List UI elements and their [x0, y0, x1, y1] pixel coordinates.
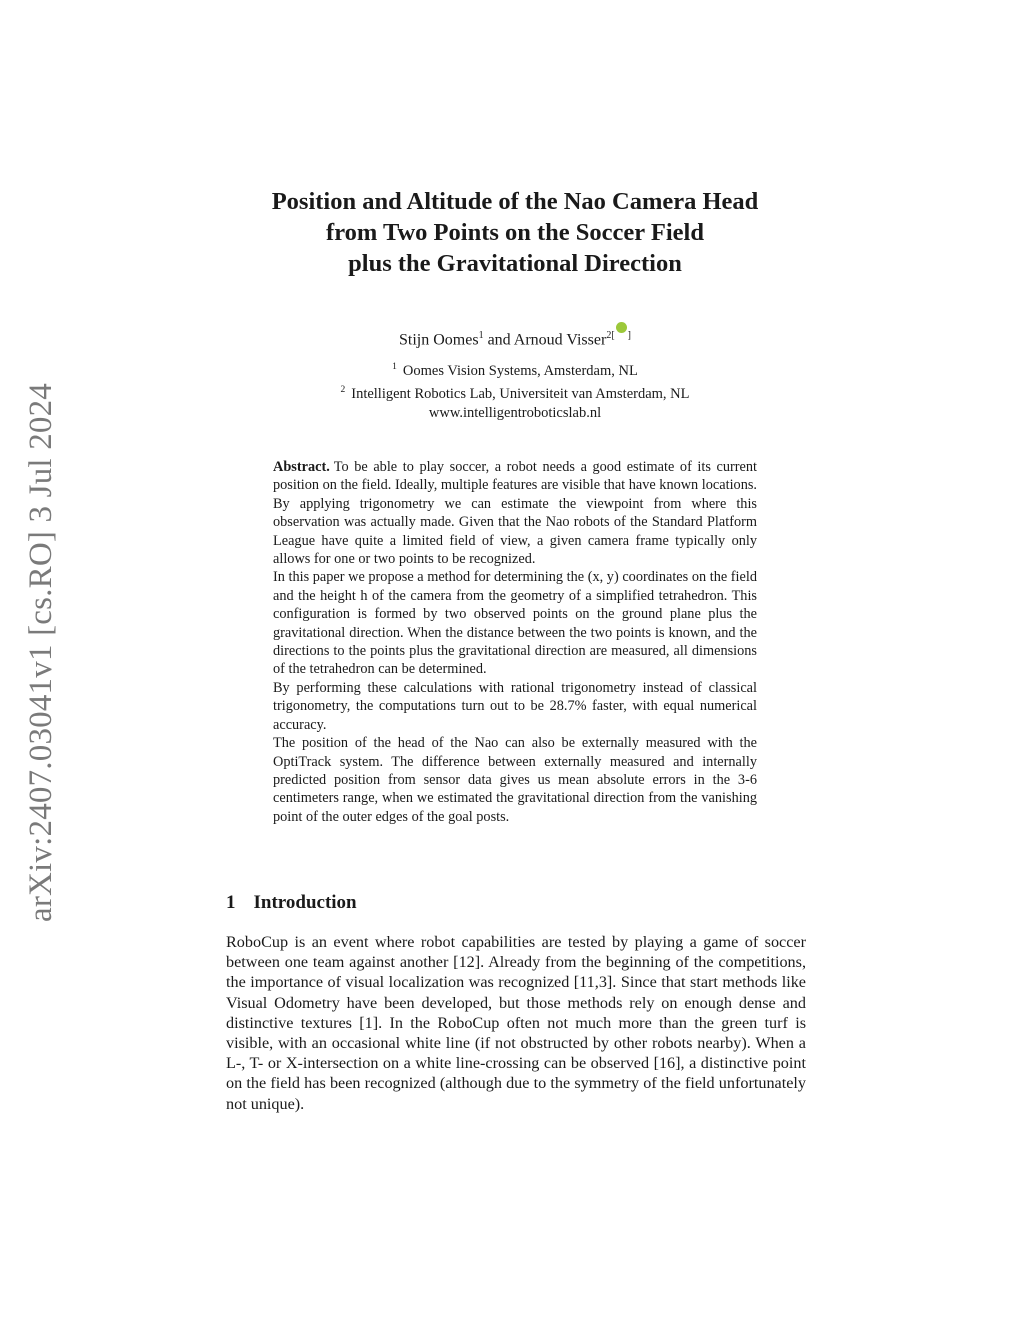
title-line: from Two Points on the Soccer Field	[326, 219, 704, 246]
title-line: plus the Gravitational Direction	[348, 250, 682, 277]
abstract-paragraph: In this paper we propose a method for determining the (x, y) coordinates on the field and the height h of the camera from the geometry of a simplified tetrahedron. This configuration is formed by two observed points on the ground plane plus the gravitational direction. When the distance between the two points is known, and the directions to the points plus the gravitational direction are measured, all dimensions of the tetrahedron can be determined.	[273, 569, 757, 678]
section-heading	[226, 892, 357, 914]
abstract	[273, 458, 757, 826]
affiliation-text: Oomes Vision Systems, Amsterdam, NL	[402, 362, 638, 379]
affiliation-mark: 2	[606, 330, 612, 341]
abstract-text: To be able to play soccer, a robot needs a good estimate of its current position on the field. Ideally, multiple features are visible that have known locations. By applying trigonometry we can estimate the viewpoint from where this observation was actually made. Given that the Nao robots of the Standard Platform League have quite a limited field of view, a given camera frame typically only allows for one or two points to be recognized.	[273, 459, 757, 568]
website-link[interactable]: www.intelligentroboticslab.nl	[428, 404, 602, 421]
section-title: Introduction	[253, 892, 357, 913]
title-line: Position and Altitude of the Nao Camera Head	[271, 188, 759, 215]
affiliation-mark: 2	[340, 384, 346, 395]
abstract-paragraph	[273, 458, 757, 568]
affiliation-text: Intelligent Robotics Lab, Universiteit van Amsterdam, NL	[351, 385, 690, 402]
section-number: 1	[226, 892, 236, 913]
arxiv-identifier-text: arXiv:2407.03041v1 [cs.RO] 3 Jul 2024	[23, 382, 60, 922]
affiliation-line	[200, 358, 830, 381]
author-connector: and	[487, 331, 511, 349]
author-name: Arnoud Visser	[513, 331, 607, 349]
author-list: Stijn Oomes$^1$ and Arnoud Visser$^{2[ ]}$	[200, 322, 830, 349]
abstract-paragraph: By performing these calculations with rational trigonometry instead of classical trigonometry, the computations turn out to be 28.7% faster, with equal numerical accuracy.	[273, 679, 757, 733]
author-name: Stijn Oomes	[399, 331, 479, 349]
arxiv-identifier	[12, 372, 72, 932]
affiliations	[200, 358, 830, 423]
intro-paragraph: RoboCup is an event where robot capabilities are tested by playing a game of soccer between one team against another [12]. Already from the beginning of the competitions, the importance of visual localization was recognized [11,3]. Since that start methods like Visual Odometry have been developed, but those methods rely on enough dense and distinctive textures [1]. In the RoboCup often not much more than the green turf is visible, with an occasional white line (if not obstructed by other robots nearby). When a L-, T- or X-intersection on a white line-crossing can be observed [16], a distinctive point on the field has been recognized (although due to the symmetry of the field unfortunately not unique).	[226, 933, 806, 1113]
affiliation-line	[200, 381, 830, 404]
orcid-icon[interactable]	[616, 322, 627, 333]
abstract-paragraph: The position of the head of the Nao can also be externally measured with the OptiTrack system. The difference between externally measured and internally predicted position from sensor data gives us mean absolute errors in the 3-6 centimeters range, when we estimated the gravitational direction from the vanishing point of the outer edges of the goal posts.	[273, 735, 757, 825]
affiliation-mark: 1	[478, 330, 484, 341]
paper-title	[200, 186, 830, 279]
affiliation-mark: 1	[392, 362, 397, 372]
abstract-label: Abstract.	[273, 459, 330, 475]
